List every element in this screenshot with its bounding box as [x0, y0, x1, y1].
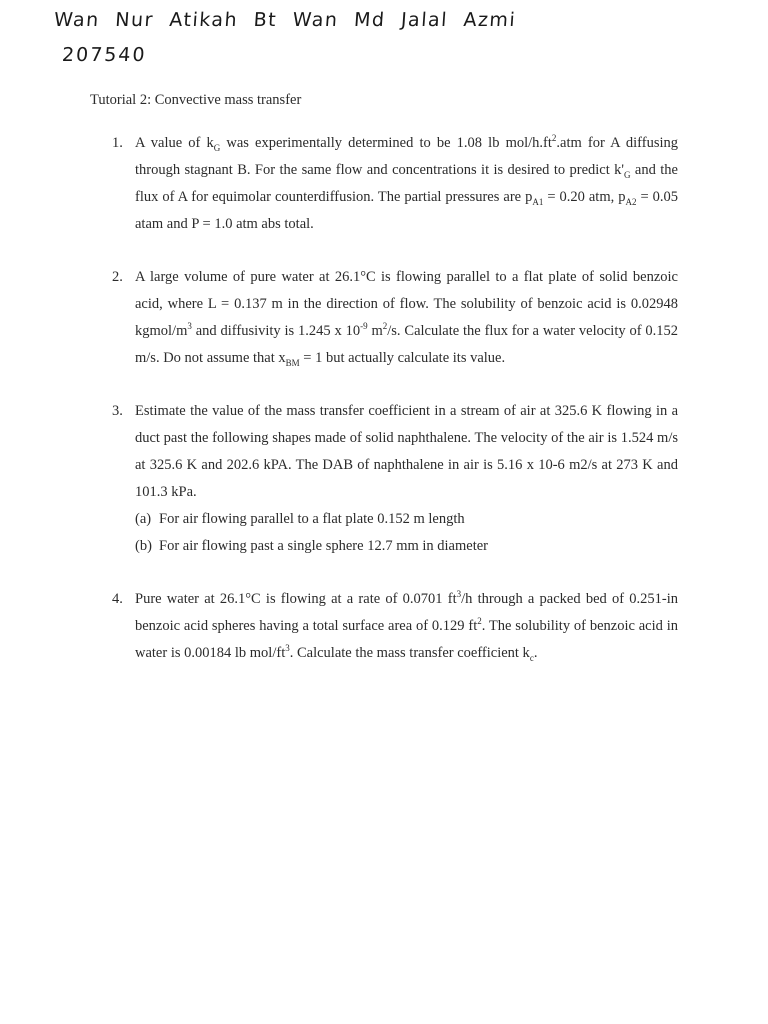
question-text-fragment: /h through a packed bed of 0.251-in benzoic acid spheres having a total surface area of 0.129 ft — [135, 591, 678, 634]
question-text — [135, 398, 678, 560]
question-text-fragment: m — [367, 323, 383, 339]
superscript: 3 — [456, 589, 462, 600]
question-1 — [0, 130, 768, 238]
superscript: 3 — [187, 321, 192, 332]
superscript: -9 — [360, 321, 368, 332]
superscript: 2 — [551, 133, 557, 144]
question-text-fragment: Estimate the value of the mass transfer coefficient in a stream of air at 325.6 K flowing in a duct past the following shapes made of solid naphthalene. The velocity of the air is 1.524 m/s at 325.6 K and 202.6 kPA. The DAB of naphthalene in air is 5.16 x 10-6 m2/s at 273 K and 101.3 kPa. — [135, 403, 678, 500]
subitem-marker: (a) — [135, 511, 152, 527]
document-title: Tutorial 2: Convective mass transfer — [90, 92, 302, 108]
subitem-text: For air flowing past a single sphere 12.7 mm in diameter — [159, 538, 488, 554]
superscript: 2 — [477, 616, 482, 627]
question-number: 3. — [112, 403, 123, 419]
question-text-fragment: and diffusivity is 1.245 x 10 — [191, 323, 361, 339]
subscript: BM — [285, 357, 300, 368]
question-text-fragment: Pure water at 26.1°C is flowing at a rate of 0.0701 ft — [135, 591, 457, 607]
question-4 — [0, 586, 768, 667]
question-text-fragment: A large volume of pure water at 26.1°C is flowing parallel to a flat plate of solid benzoic acid, where L = 0.137 m in the direction of flow. The solubility of benzoic acid is 0.02948 kgmol/m — [135, 269, 678, 339]
question-text-fragment: was experimentally determined to be 1.08 lb mol/h.ft — [220, 135, 552, 151]
question-text-fragment: = 0.20 atm, p — [543, 189, 626, 205]
superscript: 2 — [382, 321, 388, 332]
question-text-fragment: . Calculate the mass transfer coefficient k — [289, 645, 530, 661]
handwritten-student-id: 207540 — [61, 44, 148, 66]
question-text — [135, 130, 678, 238]
question-text-fragment: . — [533, 645, 538, 661]
question-3 — [0, 398, 768, 560]
question-2 — [0, 264, 768, 372]
subitem-b — [135, 533, 678, 560]
question-text-fragment: /s. Calculate the flux for a water velocity of 0.152 m/s. Do not assume that x — [135, 323, 679, 366]
subitem-marker: (b) — [135, 538, 152, 554]
question-list — [0, 130, 768, 693]
subscript: A2 — [625, 196, 637, 207]
subitem-text: For air flowing parallel to a flat plate 0.152 m length — [159, 511, 465, 527]
handwritten-name: Wan Nur Atikah Bt Wan Md Jalal Azmi — [53, 9, 518, 31]
subscript: A1 — [532, 196, 544, 207]
question-number: 1. — [112, 135, 123, 151]
question-text-fragment: = 0.05 atam and P = 1.0 atm abs total. — [135, 189, 678, 232]
subscript: G — [213, 142, 221, 153]
question-number: 4. — [112, 591, 123, 607]
question-text-fragment: = 1 but actually calculate its value. — [299, 350, 506, 366]
question-text-fragment: .atm for A diffusing through stagnant B. For the same flow and concentrations it is desired to predict k' — [135, 135, 678, 178]
subscript: G — [624, 169, 631, 180]
question-text-fragment: A value of k — [135, 135, 214, 151]
question-number: 2. — [112, 269, 123, 285]
question-text-fragment: and the flux of A for equimolar counterdiffusion. The partial pressures are p — [135, 162, 678, 205]
question-text — [135, 264, 678, 372]
subscript: c — [529, 652, 534, 663]
question-text-fragment: . The solubility of benzoic acid in water is 0.00184 lb mol/ft — [135, 618, 678, 661]
superscript: 3 — [285, 643, 290, 654]
subitem-a — [135, 506, 678, 533]
question-text — [135, 586, 678, 667]
